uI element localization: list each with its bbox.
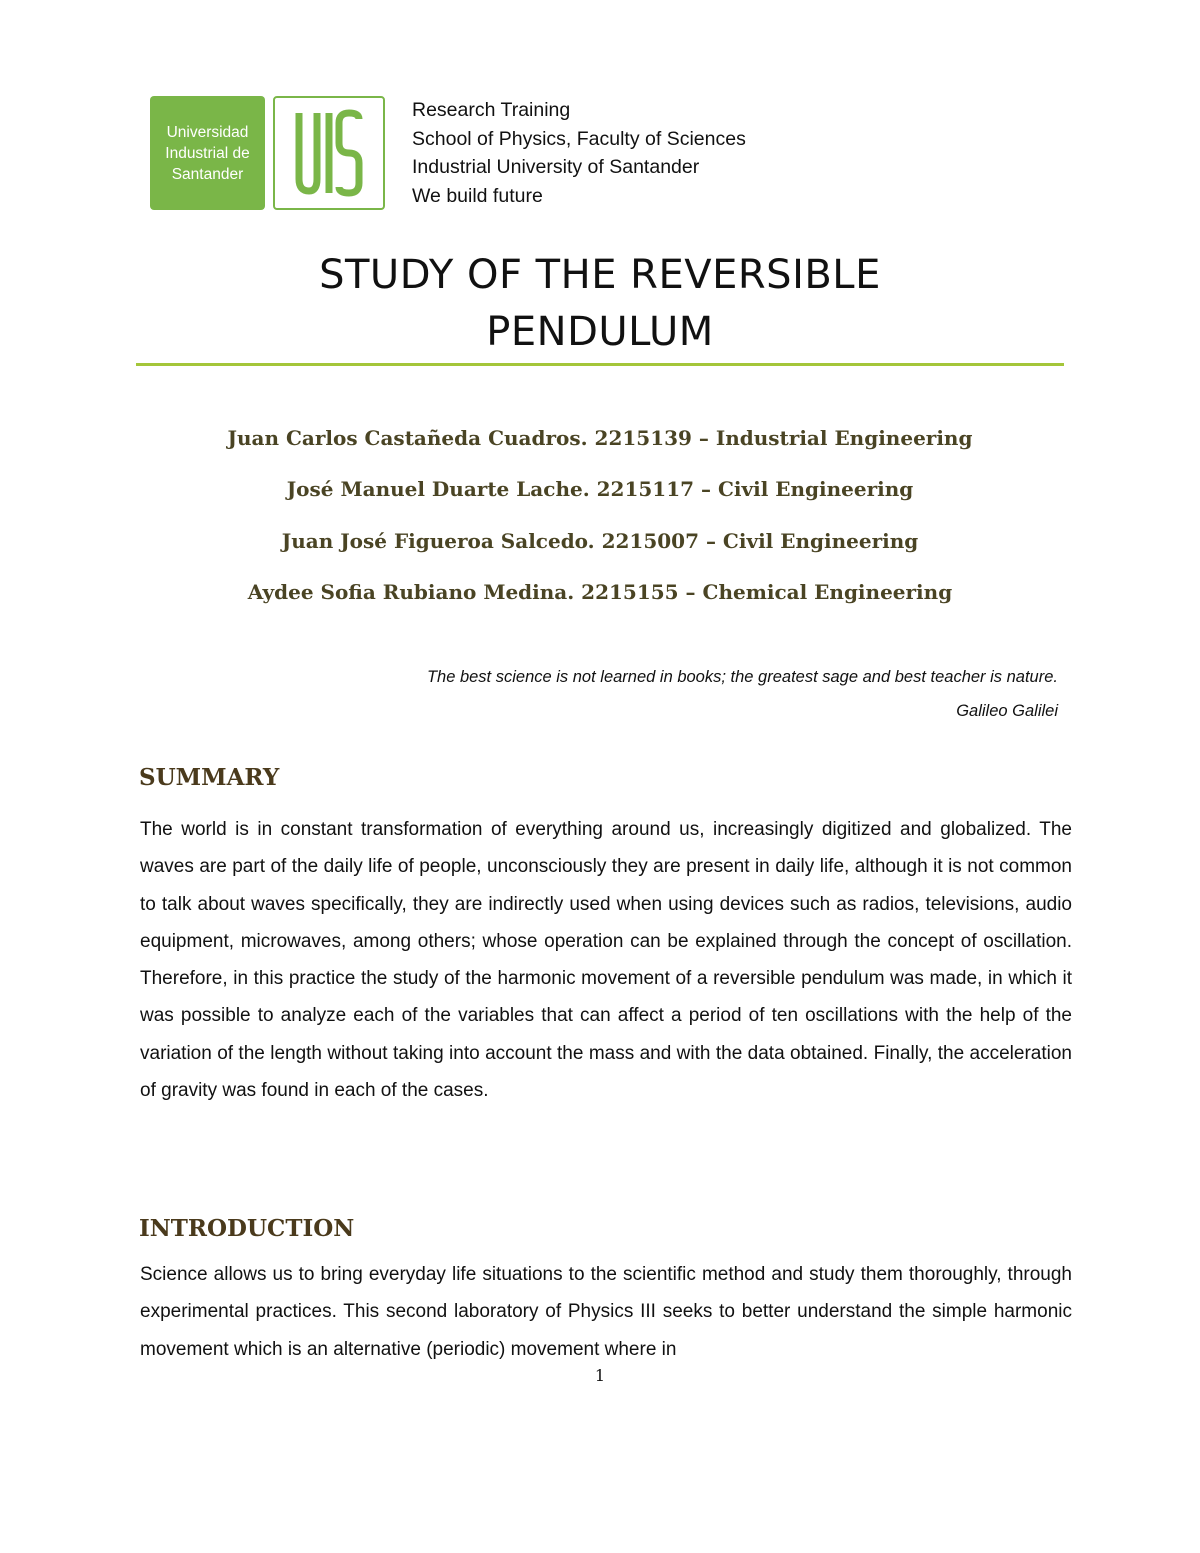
university-logo (150, 96, 265, 210)
header-line: Industrial University of Santander (412, 156, 700, 178)
uis-logo-mark (273, 96, 385, 210)
page-number: 1 (594, 1366, 606, 1385)
introduction-heading: INTRODUCTION (139, 1215, 355, 1242)
author-line: José Manuel Duarte Lache. 2215117 – Civil Engineering (286, 477, 914, 501)
university-logo-text: Universidad Industrial de Santander (165, 123, 250, 183)
introduction-paragraph: Science allows us to bring everyday life situations to the scientific method and study them thoroughly, through experimental practices. This second laboratory of Physics III seeks to better understand the simple harmonic movement which is an alternative (periodic) movement where in (140, 1264, 1072, 1360)
summary-paragraph: The world is in constant transformation of everything around us, increasingly digitized and globalized. The waves are part of the daily life of people, unconsciously they are present in daily life, although it is not common to talk about waves specifically, they are indirectly used when using devices such as radios, televisions, audio equipment, microwaves, among others; whose operation can be explained through the concept of oscillation. Therefore, in this practice the study of the harmonic movement of a reversible pendulum was made, in which it was possible to analyze each of the variables that can affect a period of ten oscillations with the help of the variation of the length without taking into account the mass and with the data obtained. Finally, the acceleration of gravity was found in each of the cases. (140, 819, 1072, 1102)
header-line: We build future (412, 184, 543, 207)
document-title-line-1: STUDY OF THE REVERSIBLE (319, 252, 881, 298)
author-line: Juan Carlos Castañeda Cuadros. 2215139 – Industrial Engineering (227, 426, 973, 450)
title-divider (136, 363, 1064, 366)
epigraph-quote: The best science is not learned in books; the greatest sage and best teacher is nature. (426, 668, 1058, 686)
uis-emblem-icon (293, 109, 365, 197)
header-line: Research Training (412, 99, 571, 121)
header-line: School of Physics, Faculty of Sciences (412, 127, 746, 150)
summary-heading: SUMMARY (139, 764, 280, 791)
institution-header (412, 96, 746, 210)
author-line: Juan José Figueroa Salcedo. 2215007 – Civil Engineering (281, 529, 919, 553)
document-title-line-2: PENDULUM (486, 309, 714, 355)
author-line: Aydee Sofia Rubiano Medina. 2215155 – Chemical Engineering (247, 580, 953, 604)
epigraph-author: Galileo Galilei (956, 702, 1058, 720)
